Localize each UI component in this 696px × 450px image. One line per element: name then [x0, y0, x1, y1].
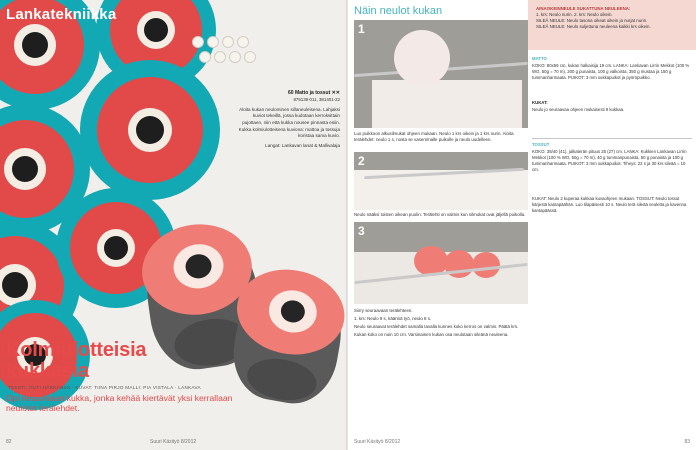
- info-title: 60 Matto ja tossut ✕✕: [288, 90, 340, 96]
- abbrev-line: SILEÄ NEULE: Neulo tasona oikeat oikein ja nurjat nurin.: [536, 18, 648, 24]
- info-credit: Langat: Lankavan lanat & Mallivalaja: [265, 142, 340, 148]
- instruction-column: [528, 0, 696, 450]
- kukat-heading: KUKAT:: [532, 100, 548, 105]
- howto-body: [354, 308, 528, 341]
- section-label: Lankatekniikka: [6, 6, 117, 23]
- step-number: 3: [358, 224, 365, 238]
- step-number: 2: [358, 154, 365, 168]
- steps-text: KUKAT: Neulo 2 kuperaa kukkaa kuvaohjeen mukaan. TOSSUT: Neulo tossut kärjestä kantapäähän. Luo tilapäisesti 10 s. Neulo terä sileää neuletta ja kavenna kantapäässä.: [532, 196, 687, 214]
- caption-text: Siirry seuraavaan terälehteen.: [354, 308, 413, 313]
- body-paragraph: Kukan koko on noin 10 cm. Varsinainen kukan osa neulotaan sileänä neuleena.: [354, 332, 509, 338]
- kukat-section: [532, 100, 692, 113]
- step-photo-3: [354, 222, 528, 304]
- footer-left: Suuri Käsityö 8/2012: [150, 439, 197, 445]
- body-paragraph: 1. krs: Neulo 9 s, käännä työ, neulo 8 s.: [354, 316, 432, 322]
- article-lead: Opi neulomaan kukka, jonka kehää kiertävät yksi kerrallaan neulotut terälehdet.: [6, 393, 233, 414]
- matto-section: [532, 56, 692, 81]
- matto-text: KOKO: 80x59 cm, kukan halkaisija 19 cm. LANKA: Lankavan Lirrin Mekkot (100 % WO, 50g = 70 m), 200 g punaista, 100 g valkoista, 350 g mustaa ja 150 g tummanharmaata. PUIKOT: 3 mm sukkapuikot ja pyöröpuikko.: [532, 63, 690, 81]
- info-box: [232, 90, 340, 150]
- tossut-section: [532, 142, 692, 173]
- steps-section: [532, 196, 692, 214]
- step-caption-1: Luo puikkoon alkusilmukat ohjeen mukaan. Neulo 1 krs oikein ja 1 krs nurin. Aloita terälehdet: neulo 1 s, nosta se vasemmalle puikolle ja neulo uudelleen.: [354, 131, 514, 142]
- step-photo-2: [354, 152, 528, 210]
- abbrev-line: 1. krs: Neulo nurin. 2. krs: Neulo oikein.: [536, 12, 613, 18]
- step-photo-1: [354, 20, 528, 128]
- page-number-left: 82: [6, 439, 12, 445]
- abbrev-heading: AINAOKEINNEULE SUKATTUNA NEULEENA:: [536, 6, 631, 11]
- footer-right: Suuri Käsityö 8/2012: [354, 439, 401, 445]
- info-text: Aloita kukan neulominen sillaneuleisena. Lahjaksi kuviot tekeillä, jossa kudotaan kerroksittain pujottaen, niin että kukka nousee pinnasta esiin. Kukka kolmiulotteisena kuviona: mattoa ja tossuja koristaa sama kuvio.: [238, 106, 340, 139]
- step-caption-2: Neulo nääksi toisten oikean puolin. Terälehti on valmis kun silmukat ovat jäljellä puikolla.: [354, 212, 526, 217]
- kukat-text: Neulo jo seuraavaa ohjeen mukaisesti 9 kukkaa.: [532, 107, 625, 113]
- page-number-right: 83: [684, 439, 690, 445]
- step-number: 1: [358, 22, 365, 36]
- matto-heading: MATTO: [532, 56, 547, 61]
- article-credits: TEKSTI: OUTI HÄKKÄNEN · KUVAT: TIINA PIRJO MALLI: PIA VISTALA · LANKAVA: [8, 385, 201, 390]
- tossut-text: KOKO: 38/40 (41), jalkaterän pituus 25 (27) cm. LANKA: Kukkien Lankavan Lirrin Mekkot (100 % WO, 50g = 70 m), 40 g tummanpunaista, 50 g punaista ja 100 g tummanharmaata. PUIKOT: 3 mm sukkapuikot. Tiheys: 22 s ja 30 krs sileää = 10 cm.: [532, 149, 687, 173]
- article-title: Kolmiulotteisia kukkasia: [6, 339, 147, 382]
- howto-title: Näin neulot kukan: [354, 5, 443, 17]
- divider: [532, 138, 692, 139]
- body-paragraph: Neulo seuraavat terälehdet samalla tavalla kunnes koko kerros on valmis. Päätä krs.: [354, 324, 519, 330]
- buttons-photo: [192, 36, 264, 76]
- abbreviations-box: [528, 0, 696, 50]
- abbrev-line: SILEÄ NEULE: Neulo suljettuna neuleena kaikki krs oikein.: [536, 24, 651, 30]
- flower-motif: [80, 60, 220, 200]
- info-code: 875139-011, 381401-22: [293, 97, 340, 103]
- slipper-image: [226, 268, 348, 410]
- tossut-heading: TOSSUT: [532, 142, 550, 147]
